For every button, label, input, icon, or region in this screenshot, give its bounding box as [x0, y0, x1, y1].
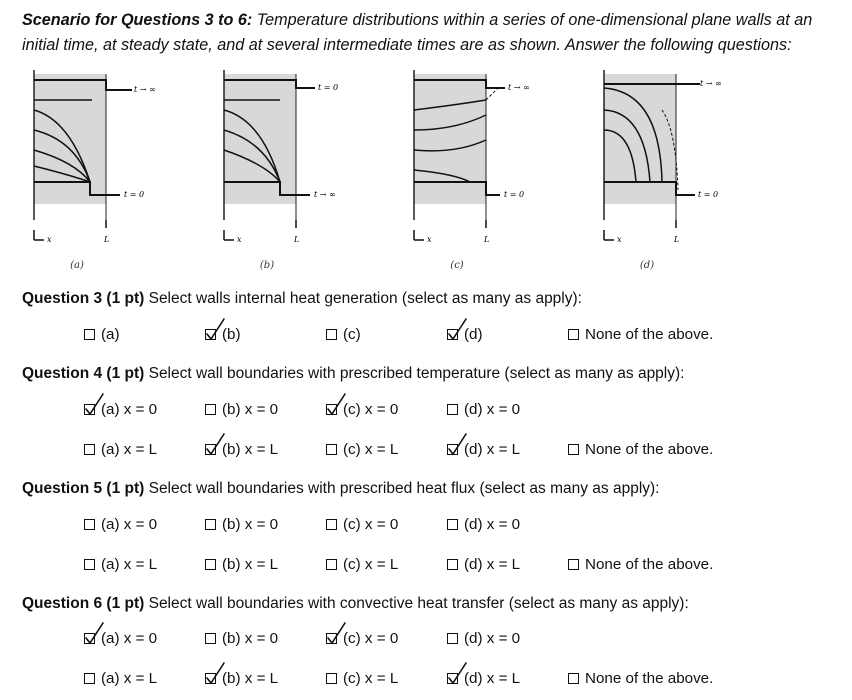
figure-b-l-label: L — [294, 235, 300, 244]
scenario-label: Scenario for Questions 3 to 6: — [22, 11, 253, 29]
q5-option-b-xl[interactable]: (b) x = L — [205, 556, 278, 573]
q6-option-b-x0[interactable]: (b) x = 0 — [205, 630, 278, 647]
question-5-row-1 — [0, 516, 852, 538]
checkmark-icon[interactable] — [326, 404, 337, 415]
checkmark-icon[interactable] — [205, 444, 216, 455]
question-5 — [22, 480, 660, 498]
figure-c-drawing — [400, 70, 550, 260]
figure-c-bottom-label: t = 0 — [504, 190, 525, 199]
checkmark-icon[interactable] — [326, 633, 337, 644]
q4-option-d-xl[interactable]: (d) x = L — [447, 441, 520, 458]
checkbox-icon[interactable] — [447, 559, 458, 570]
question-4-row-1 — [0, 401, 852, 423]
question-3 — [22, 290, 582, 308]
figure-d — [590, 70, 740, 275]
question-5-row-2 — [0, 556, 852, 578]
checkmark-icon[interactable] — [205, 329, 216, 340]
figure-b-top-label: t = 0 — [318, 83, 339, 92]
checkbox-icon[interactable] — [568, 673, 579, 684]
figure-c-x-label: x — [427, 235, 432, 244]
q5-option-a-xl[interactable]: (a) x = L — [84, 556, 157, 573]
q5-option-c-x0[interactable]: (c) x = 0 — [326, 516, 398, 533]
figure-b-bottom-label: t → ∞ — [314, 190, 336, 199]
q6-option-a-x0[interactable]: (a) x = 0 — [84, 630, 157, 647]
question-6 — [22, 595, 689, 613]
checkbox-icon[interactable] — [447, 404, 458, 415]
checkbox-icon[interactable] — [205, 559, 216, 570]
q4-option-a-xl[interactable]: (a) x = L — [84, 441, 157, 458]
checkmark-icon[interactable] — [84, 404, 95, 415]
figure-c-l-label: L — [484, 235, 490, 244]
q3-option-d[interactable]: (d) — [447, 326, 483, 343]
question-4-row-2 — [0, 441, 852, 463]
checkbox-icon[interactable] — [326, 329, 337, 340]
q4-option-b-xl[interactable]: (b) x = L — [205, 441, 278, 458]
q3-option-b[interactable]: (b) — [205, 326, 241, 343]
checkbox-icon[interactable] — [84, 444, 95, 455]
q4-option-none[interactable]: None of the above. — [568, 441, 713, 458]
scenario-text — [22, 8, 842, 58]
question-6-label: Question 6 (1 pt) — [22, 595, 145, 612]
checkbox-icon[interactable] — [84, 559, 95, 570]
figure-a-x-label: x — [47, 235, 52, 244]
q5-option-c-xl[interactable]: (c) x = L — [326, 556, 398, 573]
scenario-body: Temperature distributions within a series of one-dimensional plane walls at an initial time, at steady state, and at several intermediate times are as shown. Answer the following questions: — [22, 11, 813, 54]
figure-a-bottom-label: t = 0 — [124, 190, 145, 199]
figure-d-caption: (d) — [639, 260, 655, 271]
checkbox-icon[interactable] — [205, 404, 216, 415]
figure-a-caption: (a) — [70, 260, 84, 271]
q6-option-d-x0[interactable]: (d) x = 0 — [447, 630, 520, 647]
figure-d-bottom-label: t = 0 — [698, 190, 719, 199]
question-6-row-1 — [0, 630, 852, 652]
figure-panel — [20, 70, 840, 280]
q3-option-none[interactable]: None of the above. — [568, 326, 713, 343]
checkbox-icon[interactable] — [326, 673, 337, 684]
figure-c-top-label: t → ∞ — [508, 83, 530, 92]
checkmark-icon[interactable] — [84, 633, 95, 644]
checkbox-icon[interactable] — [568, 444, 579, 455]
q6-option-c-xl[interactable]: (c) x = L — [326, 670, 398, 687]
q5-option-b-x0[interactable]: (b) x = 0 — [205, 516, 278, 533]
q3-option-a[interactable]: (a) — [84, 326, 120, 343]
q6-option-d-xl[interactable]: (d) x = L — [447, 670, 520, 687]
figure-b-caption: (b) — [259, 260, 275, 271]
q3-option-c[interactable]: (c) — [326, 326, 361, 343]
q4-option-d-x0[interactable]: (d) x = 0 — [447, 401, 520, 418]
checkbox-icon[interactable] — [84, 673, 95, 684]
q6-option-none[interactable]: None of the above. — [568, 670, 713, 687]
figure-d-top-label: t → ∞ — [700, 79, 722, 88]
checkbox-icon[interactable] — [205, 633, 216, 644]
checkbox-icon[interactable] — [447, 633, 458, 644]
q6-option-a-xl[interactable]: (a) x = L — [84, 670, 157, 687]
checkbox-icon[interactable] — [326, 559, 337, 570]
figure-b-x-label: x — [237, 235, 242, 244]
q6-option-b-xl[interactable]: (b) x = L — [205, 670, 278, 687]
question-3-options — [0, 326, 852, 348]
figure-a — [20, 70, 170, 275]
question-5-text: Select wall boundaries with prescribed heat flux (select as many as apply): — [144, 480, 660, 497]
checkbox-icon[interactable] — [326, 519, 337, 530]
question-5-label: Question 5 (1 pt) — [22, 480, 145, 497]
figure-b-drawing — [210, 70, 360, 260]
question-6-text: Select wall boundaries with convective heat transfer (select as many as apply): — [144, 595, 689, 612]
q4-option-c-x0[interactable]: (c) x = 0 — [326, 401, 398, 418]
question-3-text: Select walls internal heat generation (select as many as apply): — [144, 290, 582, 307]
q6-option-c-x0[interactable]: (c) x = 0 — [326, 630, 398, 647]
question-4 — [22, 365, 684, 383]
question-4-label: Question 4 (1 pt) — [22, 365, 145, 382]
figure-d-x-label: x — [617, 235, 622, 244]
question-6-row-2 — [0, 670, 852, 692]
q5-option-d-xl[interactable]: (d) x = L — [447, 556, 520, 573]
q5-option-d-x0[interactable]: (d) x = 0 — [447, 516, 520, 533]
q4-option-b-x0[interactable]: (b) x = 0 — [205, 401, 278, 418]
q4-option-c-xl[interactable]: (c) x = L — [326, 441, 398, 458]
checkmark-icon[interactable] — [205, 673, 216, 684]
figure-a-top-label: t → ∞ — [134, 85, 156, 94]
checkbox-icon[interactable] — [568, 559, 579, 570]
figure-b — [210, 70, 360, 275]
checkbox-icon[interactable] — [84, 329, 95, 340]
figure-d-l-label: L — [674, 235, 680, 244]
checkmark-icon[interactable] — [447, 329, 458, 340]
checkbox-icon[interactable] — [84, 519, 95, 530]
figure-c-caption: (c) — [450, 260, 464, 271]
q5-option-a-x0[interactable]: (a) x = 0 — [84, 516, 157, 533]
figure-a-l-label: L — [104, 235, 110, 244]
checkmark-icon[interactable] — [447, 673, 458, 684]
checkbox-icon[interactable] — [568, 329, 579, 340]
figure-c — [400, 70, 550, 275]
question-4-text: Select wall boundaries with prescribed temperature (select as many as apply): — [144, 365, 685, 382]
question-3-label: Question 3 (1 pt) — [22, 290, 145, 307]
checkmark-icon[interactable] — [447, 444, 458, 455]
q5-option-none[interactable]: None of the above. — [568, 556, 713, 573]
checkbox-icon[interactable] — [326, 444, 337, 455]
figure-a-drawing — [20, 70, 170, 260]
checkbox-icon[interactable] — [447, 519, 458, 530]
checkbox-icon[interactable] — [205, 519, 216, 530]
figure-d-drawing — [590, 70, 740, 260]
q4-option-a-x0[interactable]: (a) x = 0 — [84, 401, 157, 418]
